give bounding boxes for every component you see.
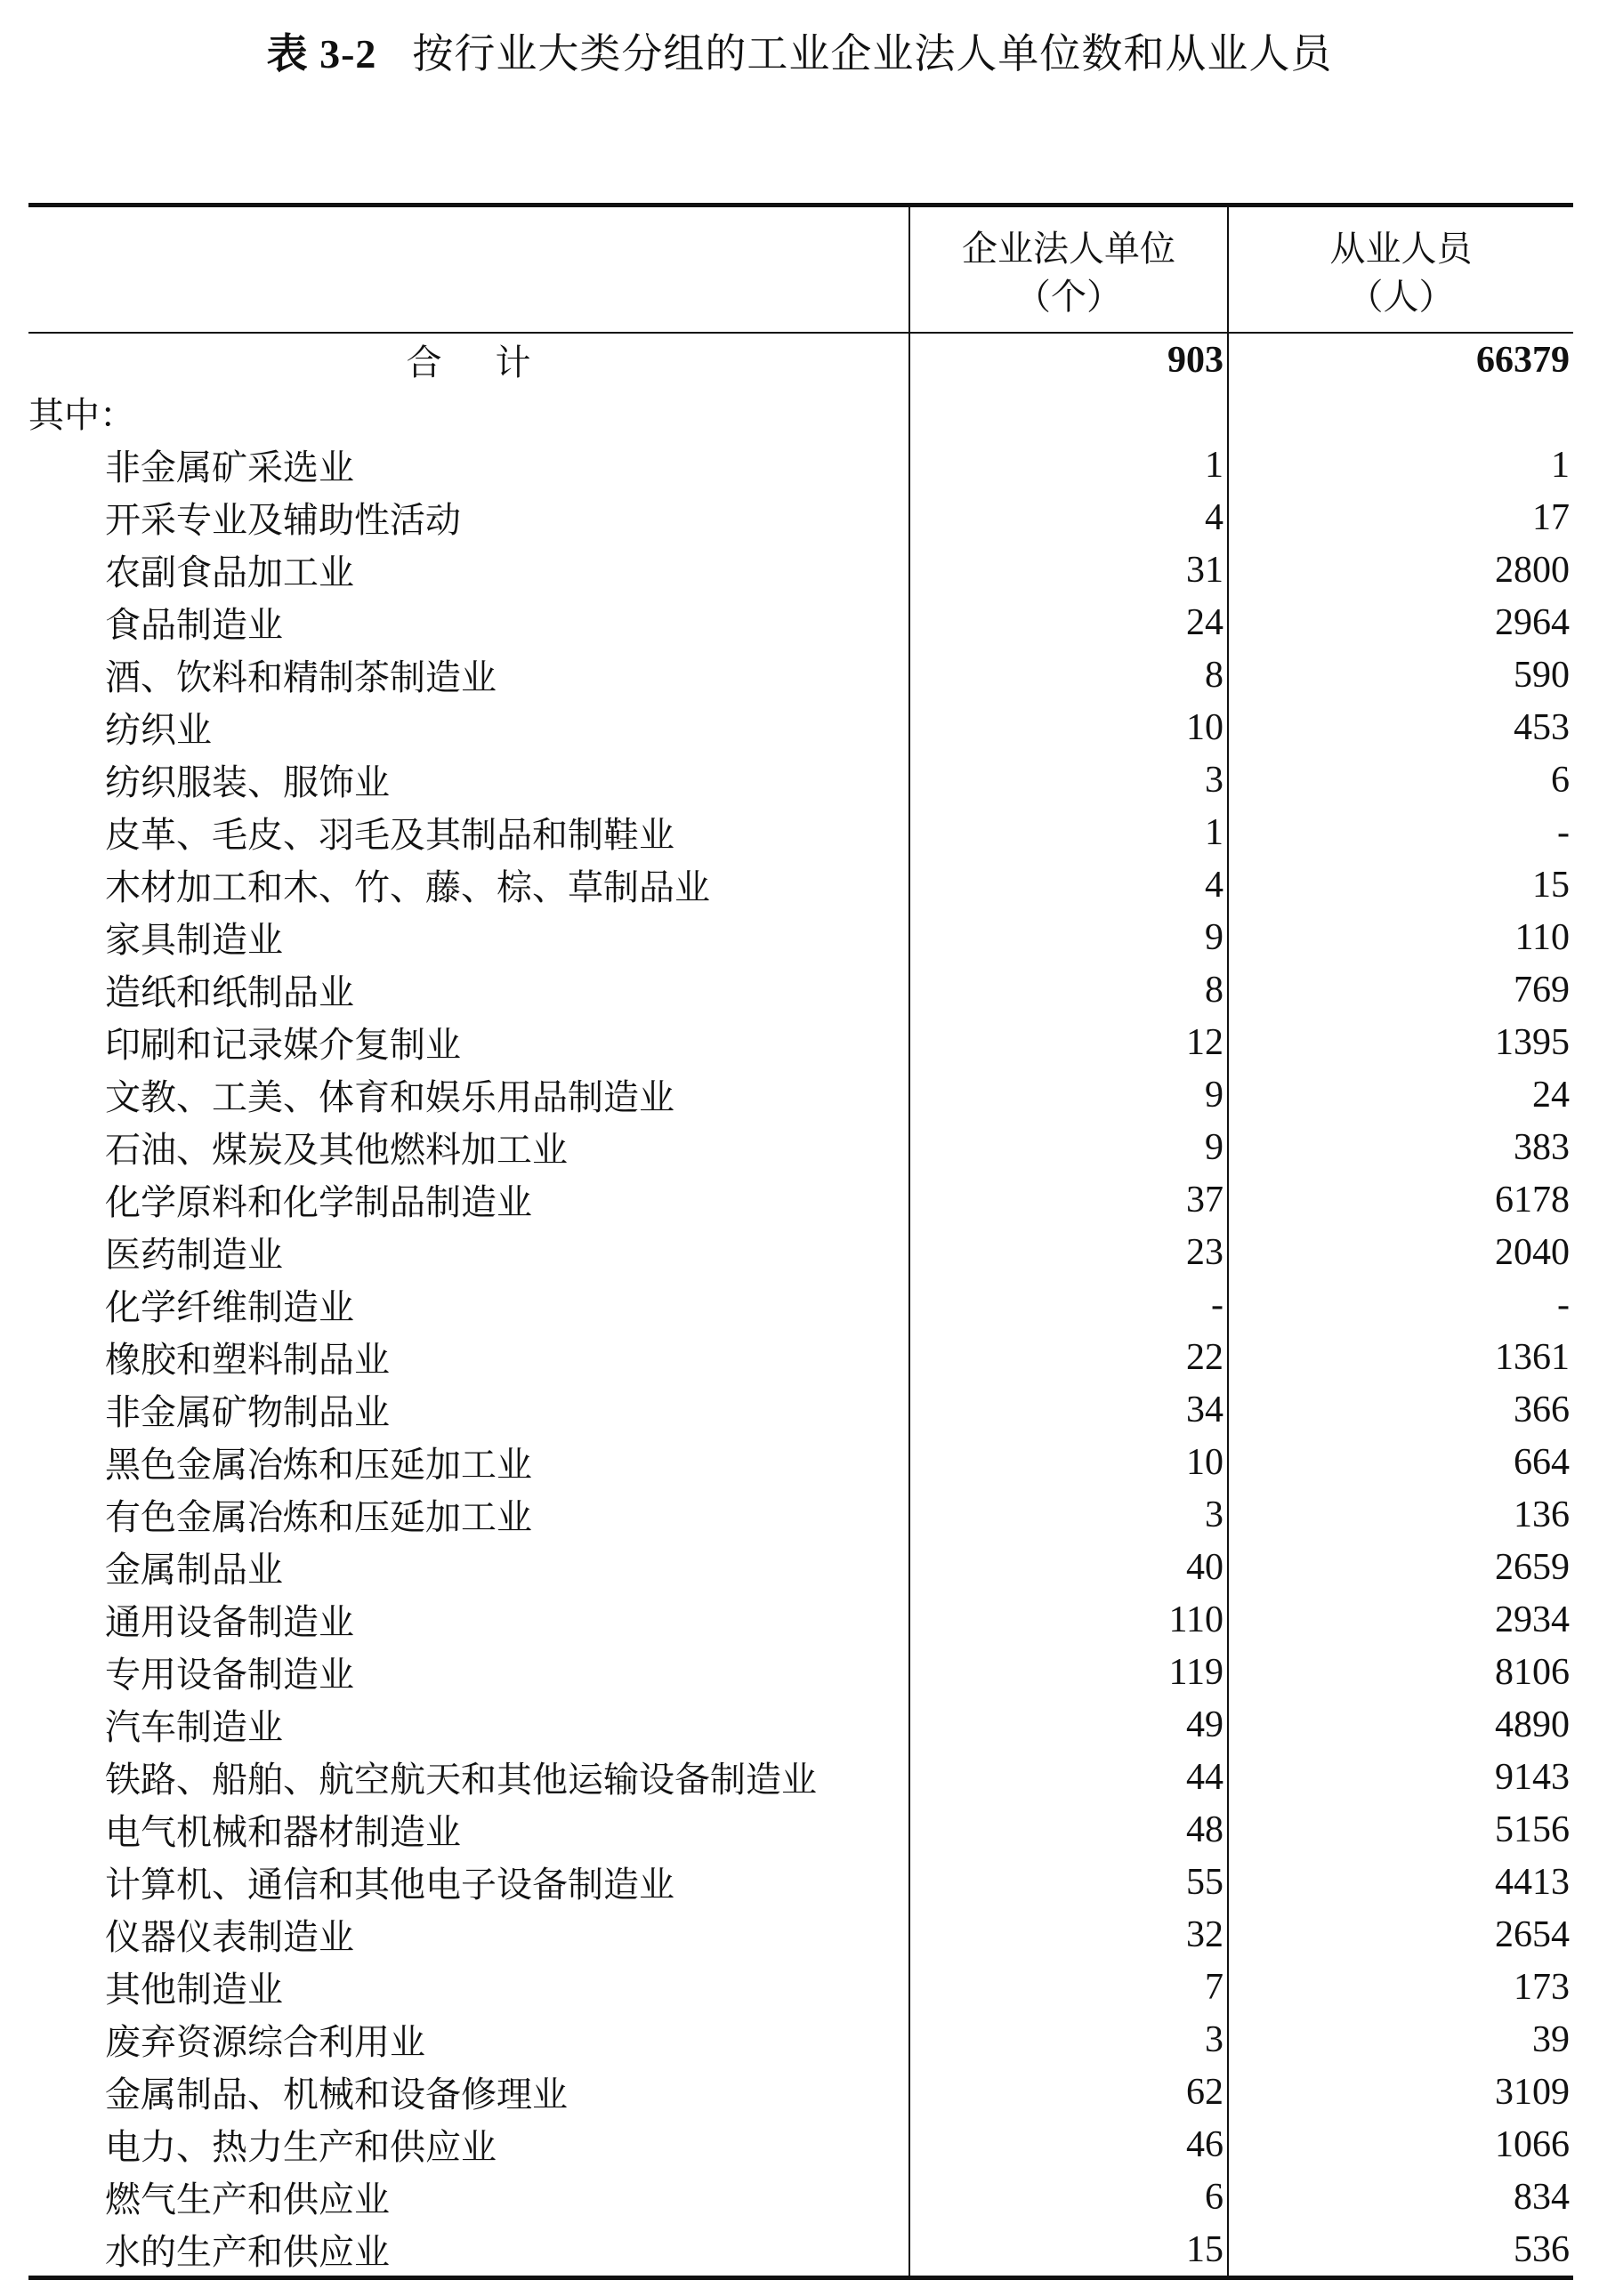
industry-name: 计算机、通信和其他电子设备制造业 <box>28 1856 909 1908</box>
total-units: 903 <box>909 333 1228 386</box>
industry-name: 文教、工美、体育和娱乐用品制造业 <box>28 1068 909 1121</box>
header-units <box>909 205 1228 334</box>
table-row <box>28 1541 1573 1593</box>
header-units-label: 企业法人单位 <box>962 229 1175 270</box>
industry-staff: 383 <box>1514 1126 1570 1168</box>
table-row <box>28 1436 1573 1488</box>
table-number: 表 3-2 <box>266 31 377 77</box>
header-blank-cell <box>28 205 909 334</box>
industry-units: 4 <box>909 858 1228 911</box>
industry-staff: 664 <box>1514 1441 1570 1483</box>
industry-units: 119 <box>909 1646 1228 1698</box>
industry-staff: 2659 <box>1495 1546 1570 1588</box>
table-row <box>28 701 1573 753</box>
industry-units: 4 <box>909 491 1228 544</box>
industry-name: 电力、热力生产和供应业 <box>28 2118 909 2171</box>
industry-units: 9 <box>909 1068 1228 1121</box>
industry-staff: - <box>1557 811 1570 853</box>
industry-name: 电气机械和器材制造业 <box>28 1803 909 1856</box>
industry-staff: 536 <box>1228 2223 1573 2278</box>
industry-name: 金属制品、机械和设备修理业 <box>28 2066 909 2118</box>
industry-units: 8 <box>909 963 1228 1016</box>
industry-staff: 17 <box>1532 496 1570 538</box>
table-row <box>28 1803 1573 1856</box>
industry-units: 3 <box>909 753 1228 806</box>
industry-units: 6 <box>909 2171 1228 2223</box>
industry-staff: 9143 <box>1495 1756 1570 1798</box>
industry-name: 金属制品业 <box>28 1541 909 1593</box>
industry-staff: 4413 <box>1495 1861 1570 1903</box>
table-body <box>28 333 1573 2278</box>
industry-units: 8 <box>909 649 1228 701</box>
table-row <box>28 2171 1573 2223</box>
industry-name: 其他制造业 <box>28 1961 909 2013</box>
industry-name: 仪器仪表制造业 <box>28 1908 909 1961</box>
industry-name: 造纸和纸制品业 <box>28 963 909 1016</box>
industry-units: 62 <box>909 2066 1228 2118</box>
industry-name: 水的生产和供应业 <box>28 2223 909 2278</box>
table-row <box>28 491 1573 544</box>
industry-units: 9 <box>909 1121 1228 1173</box>
industry-staff: 366 <box>1514 1389 1570 1430</box>
table-row <box>28 753 1573 806</box>
industry-staff: 1 <box>1551 444 1570 486</box>
industry-name: 纺织业 <box>28 701 909 753</box>
industry-name: 黑色金属冶炼和压延加工业 <box>28 1436 909 1488</box>
header-staff <box>1228 205 1573 334</box>
industry-name: 食品制造业 <box>28 596 909 649</box>
data-table-container <box>28 203 1573 2280</box>
table-row <box>28 1016 1573 1068</box>
industry-name: 纺织服装、服饰业 <box>28 753 909 806</box>
industry-name: 化学纤维制造业 <box>28 1278 909 1331</box>
subheading-units-empty <box>909 386 1228 439</box>
industry-units: 55 <box>909 1856 1228 1908</box>
industry-staff: 1395 <box>1495 1021 1570 1063</box>
industry-staff: 834 <box>1514 2176 1570 2218</box>
industry-units: 10 <box>909 1436 1228 1488</box>
industry-staff: 5156 <box>1495 1809 1570 1850</box>
table-row <box>28 1646 1573 1698</box>
table-row <box>28 1488 1573 1541</box>
industry-name: 皮革、毛皮、羽毛及其制品和制鞋业 <box>28 806 909 858</box>
industry-name: 非金属矿采选业 <box>28 439 909 491</box>
industry-name: 橡胶和塑料制品业 <box>28 1331 909 1383</box>
industry-units: 1 <box>909 439 1228 491</box>
industry-staff: 3109 <box>1495 2071 1570 2113</box>
table-row <box>28 1751 1573 1803</box>
table-row <box>28 1278 1573 1331</box>
table-row <box>28 806 1573 858</box>
industry-staff: 1361 <box>1495 1336 1570 1378</box>
industry-staff: 1066 <box>1495 2123 1570 2165</box>
table-row <box>28 596 1573 649</box>
industry-units: 12 <box>909 1016 1228 1068</box>
industry-units: 24 <box>909 596 1228 649</box>
industry-staff: 8106 <box>1495 1651 1570 1693</box>
industry-staff: 2040 <box>1495 1231 1570 1273</box>
industry-staff: 769 <box>1514 969 1570 1011</box>
industry-name: 废弃资源综合利用业 <box>28 2013 909 2066</box>
industry-name: 铁路、船舶、航空航天和其他运输设备制造业 <box>28 1751 909 1803</box>
industry-name: 非金属矿物制品业 <box>28 1383 909 1436</box>
industry-units: - <box>909 1278 1228 1331</box>
industry-staff: 110 <box>1514 916 1570 958</box>
industry-name: 印刷和记录媒介复制业 <box>28 1016 909 1068</box>
industry-units: 44 <box>909 1751 1228 1803</box>
industry-staff: 2800 <box>1495 549 1570 591</box>
industry-staff: 2934 <box>1495 1599 1570 1640</box>
industry-name: 酒、饮料和精制茶制造业 <box>28 649 909 701</box>
industry-name: 汽车制造业 <box>28 1698 909 1751</box>
industry-units: 37 <box>909 1173 1228 1226</box>
industry-staff: - <box>1557 1284 1570 1325</box>
industry-name: 化学原料和化学制品制造业 <box>28 1173 909 1226</box>
table-row <box>28 2223 1573 2278</box>
industry-units: 23 <box>909 1226 1228 1278</box>
industry-staff: 173 <box>1514 1966 1570 2008</box>
table-row <box>28 1698 1573 1751</box>
table-row <box>28 1856 1573 1908</box>
header-staff-unit: （人） <box>1347 277 1455 318</box>
table-row <box>28 439 1573 491</box>
table-row <box>28 858 1573 911</box>
industry-name: 燃气生产和供应业 <box>28 2171 909 2223</box>
table-row <box>28 1961 1573 2013</box>
industry-name: 专用设备制造业 <box>28 1646 909 1698</box>
table-row <box>28 1226 1573 1278</box>
industry-units: 31 <box>909 544 1228 596</box>
industry-name: 医药制造业 <box>28 1226 909 1278</box>
table-row <box>28 963 1573 1016</box>
subheading-row <box>28 386 1573 439</box>
table-row <box>28 1383 1573 1436</box>
table-row <box>28 1068 1573 1121</box>
industry-units: 22 <box>909 1331 1228 1383</box>
industry-name: 木材加工和木、竹、藤、棕、草制品业 <box>28 858 909 911</box>
total-label: 合计 <box>28 333 909 386</box>
industry-staff: 15 <box>1532 864 1570 906</box>
industry-units: 3 <box>909 2013 1228 2066</box>
industry-staff: 453 <box>1514 706 1570 748</box>
subheading-staff-empty <box>1228 386 1573 439</box>
table-row <box>28 1173 1573 1226</box>
industry-staff: 590 <box>1514 654 1570 696</box>
table-title-text: 按行业大类分组的工业企业法人单位数和从业人员 <box>412 29 1333 77</box>
table-row <box>28 2013 1573 2066</box>
total-staff: 66379 <box>1476 339 1570 381</box>
industry-units: 46 <box>909 2118 1228 2171</box>
industry-units: 110 <box>909 1593 1228 1646</box>
industry-units: 32 <box>909 1908 1228 1961</box>
table-header <box>28 205 1573 334</box>
industry-units: 3 <box>909 1488 1228 1541</box>
table-row <box>28 2118 1573 2171</box>
header-staff-label: 从业人员 <box>1329 229 1473 270</box>
table-row <box>28 544 1573 596</box>
industry-units: 1 <box>909 806 1228 858</box>
industry-name: 有色金属冶炼和压延加工业 <box>28 1488 909 1541</box>
industry-units: 40 <box>909 1541 1228 1593</box>
subheading-label: 其中： <box>28 386 909 439</box>
total-row <box>28 333 1573 386</box>
header-units-unit: （个） <box>1015 277 1122 318</box>
table-row <box>28 1593 1573 1646</box>
industry-staff: 136 <box>1514 1494 1570 1535</box>
table-row <box>28 911 1573 963</box>
industry-name: 通用设备制造业 <box>28 1593 909 1646</box>
industry-staff: 2964 <box>1495 601 1570 643</box>
page-title <box>0 21 1599 80</box>
table-row <box>28 1908 1573 1961</box>
industry-units: 10 <box>909 701 1228 753</box>
industry-staff: 39 <box>1532 2018 1570 2060</box>
industry-units: 9 <box>909 911 1228 963</box>
industry-units: 15 <box>909 2223 1228 2278</box>
table-row <box>28 1331 1573 1383</box>
industry-name: 农副食品加工业 <box>28 544 909 596</box>
industry-units: 7 <box>909 1961 1228 2013</box>
industry-staff: 6178 <box>1495 1179 1570 1221</box>
industry-name: 石油、煤炭及其他燃料加工业 <box>28 1121 909 1173</box>
table-row <box>28 2066 1573 2118</box>
data-table <box>28 203 1573 2280</box>
industry-units: 48 <box>909 1803 1228 1856</box>
industry-name: 开采专业及辅助性活动 <box>28 491 909 544</box>
industry-units: 34 <box>909 1383 1228 1436</box>
table-row <box>28 1121 1573 1173</box>
industry-staff: 6 <box>1551 759 1570 801</box>
table-row <box>28 649 1573 701</box>
industry-units: 49 <box>909 1698 1228 1751</box>
industry-name: 家具制造业 <box>28 911 909 963</box>
industry-staff: 4890 <box>1495 1704 1570 1745</box>
industry-staff: 24 <box>1532 1074 1570 1116</box>
industry-staff: 2654 <box>1495 1913 1570 1955</box>
